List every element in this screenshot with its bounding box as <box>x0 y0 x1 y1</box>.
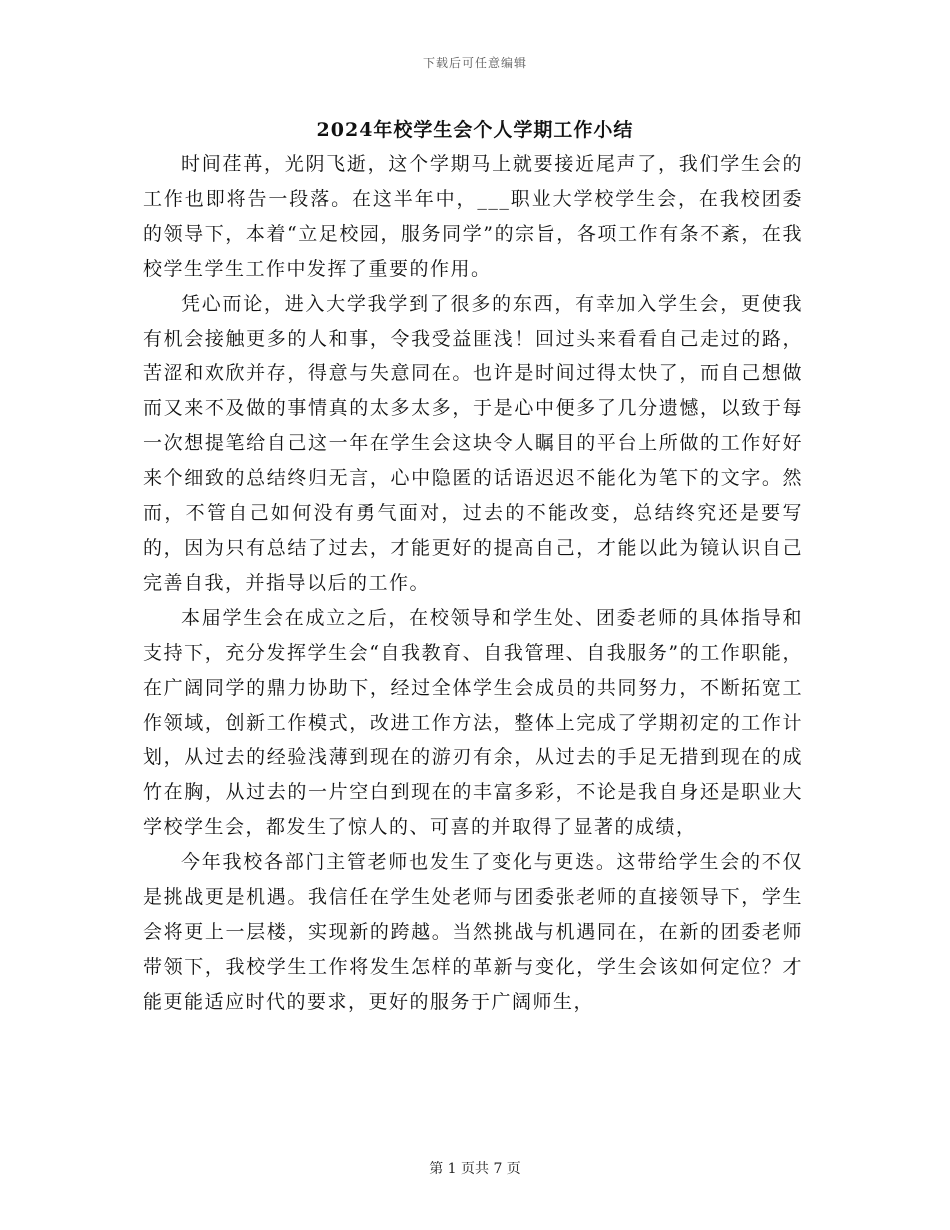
paragraph: 时间荏苒，光阴飞逝，这个学期马上就要接近尾声了，我们学生会的工作也即将告一段落。在这半年中，___职业大学校学生会，在我校团委的领导下，本着“立足校园，服务同学”的宗旨，各项工作有条不紊，在我校学生学生工作中发挥了重要的作用。 <box>143 153 803 280</box>
paragraph: 今年我校各部门主管老师也发生了变化与更迭。这带给学生会的不仅是挑战更是机遇。我信任在学生处老师与团委张老师的直接领导下，学生会将更上一层楼，实现新的跨越。当然挑战与机遇同在，在新的团委老师带领下，我校学生工作将发生怎样的革新与变化，学生会该如何定位？才能更能适应时代的要求，更好的服务于广阔师生， <box>143 851 803 1013</box>
document-title: 2024年校学生会个人学期工作小结 <box>316 119 634 141</box>
paragraph: 本届学生会在成立之后，在校领导和学生处、团委老师的具体指导和支持下，充分发挥学生会“自我教育、自我管理、自我服务”的工作职能，在广阔同学的鼎力协助下，经过全体学生会成员的共同努力，不断拓宽工作领域，创新工作模式，改进工作方法，整体上完成了学期初定的工作计划，从过去的经验浅薄到现在的游刃有余，从过去的手足无措到现在的成竹在胸，从过去的一片空白到现在的丰富多彩，不论是我自身还是职业大学校学生会，都发生了惊人的、可喜的并取得了显著的成绩， <box>143 606 803 839</box>
header-note: 下载后可任意编辑 <box>422 56 527 70</box>
document-body <box>143 147 803 1020</box>
paragraph: 凭心而论，进入大学我学到了很多的东西，有幸加入学生会，更使我有机会接触更多的人和事，令我受益匪浅！回过头来看看自己走过的路，苦涩和欢欣并存，得意与失意同在。也许是时间过得太快了，而自己想做而又来不及做的事情真的太多太多，于是心中便多了几分遗憾，以致于每一次想提笔给自己这一年在学生会这块令人瞩目的平台上所做的工作好好来个细致的总结终归无言，心中隐匿的话语迟迟不能化为笔下的文字。然而，不管自己如何没有勇气面对，过去的不能改变，总结终究还是要写的，因为只有总结了过去，才能更好的提高自己，才能以此为镜认识自己完善自我，并指导以后的工作。 <box>143 292 803 594</box>
page-number-footer: 第 1 页共 7 页 <box>429 1161 521 1177</box>
